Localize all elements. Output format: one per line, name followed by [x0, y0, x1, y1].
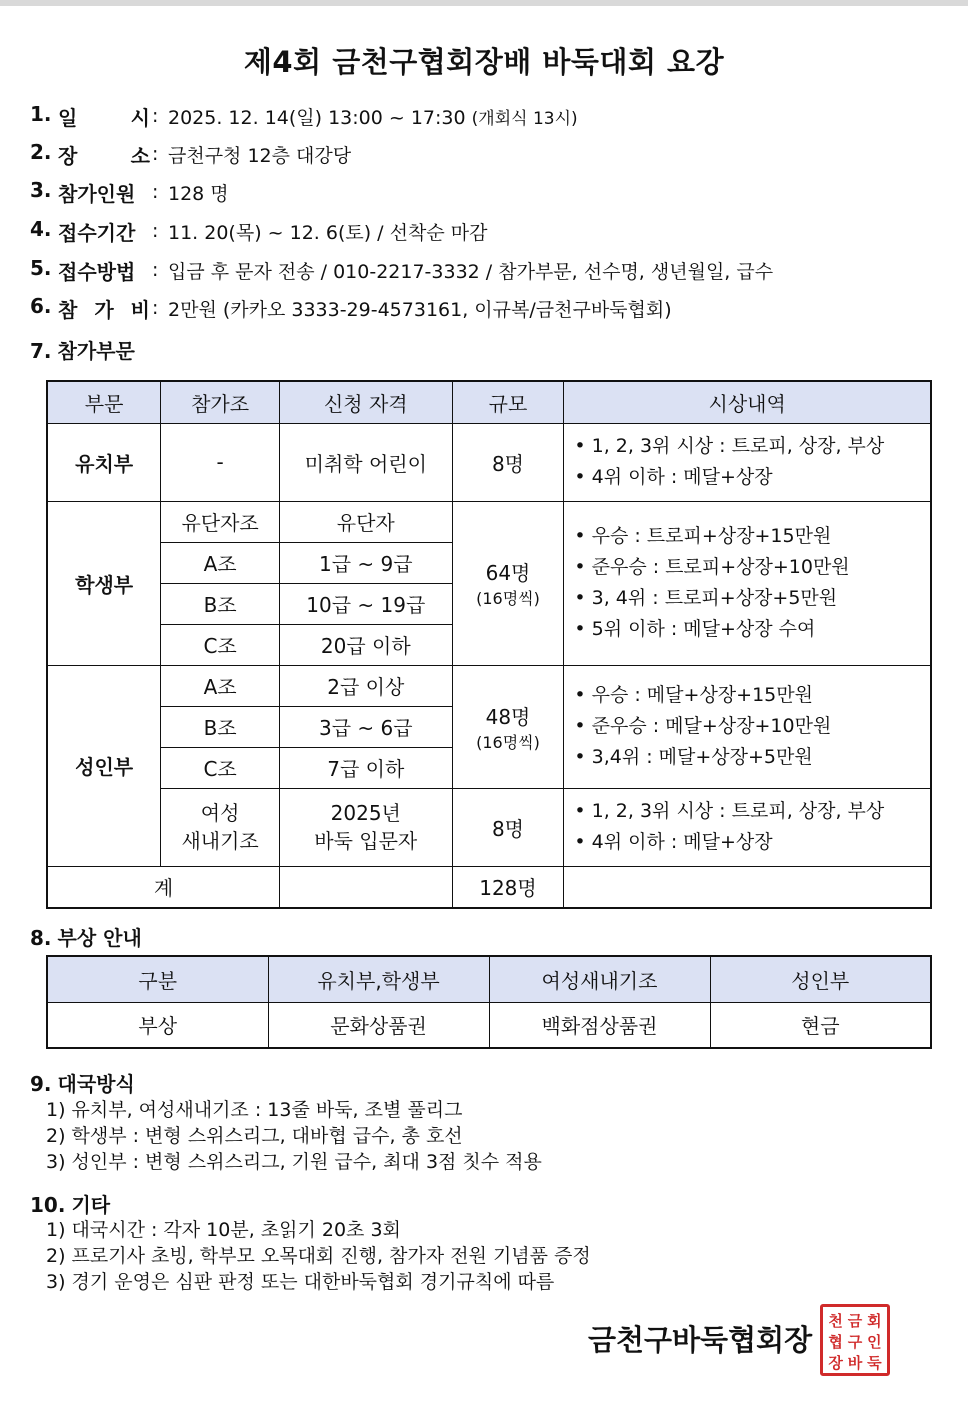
section-heading-etc: 10. 기타	[30, 1193, 111, 1217]
qualification-cell: 2025년 바둑 입문자	[279, 788, 452, 866]
header-awards: 시상내역	[564, 381, 931, 423]
list-item: 3) 성인부 : 변형 스위스리그, 기원 급수, 최대 3점 칫수 적용	[46, 1151, 542, 1173]
table-header-row	[47, 381, 931, 423]
qualification-cell: 2급 이상	[279, 665, 452, 706]
list-item: 2) 학생부 : 변형 스위스리그, 대바협 급수, 총 호선	[46, 1125, 463, 1147]
prize-cell: 백화점상품권	[489, 1002, 710, 1048]
section-heading-format: 9. 대국방식	[30, 1072, 135, 1096]
size-cell: 8명	[452, 423, 564, 501]
group-cell: A조	[161, 665, 280, 706]
info-fee: 6. 참 가 비 : 2만원 (카카오 3333-29-4573161, 이규복/금천구바둑협회)	[30, 293, 672, 322]
qualification-cell: 3급 ~ 6급	[279, 706, 452, 747]
document-title: 제4회 금천구협회장배 바둑대회 요강	[243, 45, 725, 79]
group-cell: 유단자조	[161, 501, 280, 542]
size-cell: 64명 (16명씩)	[452, 501, 564, 665]
group-cell: B조	[161, 706, 280, 747]
group-cell: C조	[161, 747, 280, 788]
prize-cell: 문화상품권	[268, 1002, 489, 1048]
divisions-table	[46, 380, 932, 909]
table-row	[47, 788, 931, 866]
top-bar	[0, 0, 968, 6]
header-category: 구분	[47, 956, 268, 1002]
header-size: 규모	[452, 381, 564, 423]
list-item: 1) 유치부, 여성새내기조 : 13줄 바둑, 조별 풀리그	[46, 1099, 463, 1121]
header-kids-students: 유치부,학생부	[268, 956, 489, 1002]
total-empty	[279, 866, 452, 908]
header-qualification: 신청 자격	[279, 381, 452, 423]
qualification-cell: 10급 ~ 19급	[279, 583, 452, 624]
table-row	[47, 423, 931, 501]
header-women-beginners: 여성새내기조	[489, 956, 710, 1002]
size-cell: 8명	[452, 788, 564, 866]
qualification-cell: 1급 ~ 9급	[279, 542, 452, 583]
table-row	[47, 501, 931, 542]
info-registration-method: 5. 접수방법 : 입금 후 문자 전송 / 010-2217-3332 / 참가부문, 선수명, 생년월일, 급수	[30, 255, 774, 284]
group-cell: C조	[161, 624, 280, 665]
awards-cell: • 1, 2, 3위 시상 : 트로피, 상장, 부상 • 4위 이하 : 메달+상장	[564, 423, 931, 501]
prize-table	[46, 955, 932, 1049]
qualification-cell: 유단자	[279, 501, 452, 542]
table-row	[47, 665, 931, 706]
group-cell: A조	[161, 542, 280, 583]
list-item: 2) 프로기사 초빙, 학부모 오목대회 진행, 참가자 전원 기념품 증정	[46, 1245, 591, 1267]
section-heading-prizes: 8. 부상 안내	[30, 926, 142, 950]
section-heading-divisions: 7. 참가부문	[30, 339, 135, 363]
prize-cell: 현금	[710, 1002, 931, 1048]
etc-list	[46, 1217, 591, 1295]
info-participants: 3. 참가인원 : 128 명	[30, 177, 229, 206]
list-item: 3) 경기 운영은 심판 판정 또는 대한바둑협회 경기규칙에 따름	[46, 1271, 555, 1293]
header-division: 부문	[47, 381, 161, 423]
table-header-row	[47, 956, 931, 1002]
awards-cell: • 1, 2, 3위 시상 : 트로피, 상장, 부상 • 4위 이하 : 메달+상장	[564, 788, 931, 866]
format-list	[46, 1097, 542, 1175]
header-group: 참가조	[161, 381, 280, 423]
prize-label: 부상	[47, 1002, 268, 1048]
qualification-cell: 20급 이하	[279, 624, 452, 665]
qualification-cell: 미취학 어린이	[279, 423, 452, 501]
group-cell: B조	[161, 583, 280, 624]
qualification-cell: 7급 이하	[279, 747, 452, 788]
group-cell: -	[161, 423, 280, 501]
division-name: 성인부	[47, 665, 161, 866]
division-name: 유치부	[47, 423, 161, 501]
total-size: 128명	[452, 866, 564, 908]
official-seal-stamp: 천 금 회 협 구 인 장 바 둑	[820, 1304, 890, 1376]
organizer-name: 금천구바둑협회장	[588, 1323, 813, 1357]
info-registration-period: 4. 접수기간 : 11. 20(목) ~ 12. 6(토) / 선착순 마감	[30, 216, 488, 245]
info-venue: 2. 장 소 : 금천구청 12층 대강당	[30, 139, 352, 168]
awards-cell: • 우승 : 메달+상장+15만원 • 준우승 : 메달+상장+10만원 • 3,4위 : 메달+상장+5만원	[564, 665, 931, 788]
total-label: 계	[47, 866, 279, 908]
total-row	[47, 866, 931, 908]
division-name: 학생부	[47, 501, 161, 665]
size-cell: 48명 (16명씩)	[452, 665, 564, 788]
header-adults: 성인부	[710, 956, 931, 1002]
table-row	[47, 1002, 931, 1048]
awards-cell: • 우승 : 트로피+상장+15만원 • 준우승 : 트로피+상장+10만원 • 3, 4위 : 트로피+상장+5만원 • 5위 이하 : 메달+상장 수여	[564, 501, 931, 665]
group-cell: 여성 새내기조	[161, 788, 280, 866]
list-item: 1) 대국시간 : 각자 10분, 초읽기 20초 3회	[46, 1219, 401, 1241]
info-date: 1. 일 시 : 2025. 12. 14(일) 13:00 ~ 17:30 (개회식 13시)	[30, 101, 578, 130]
total-empty	[564, 866, 931, 908]
